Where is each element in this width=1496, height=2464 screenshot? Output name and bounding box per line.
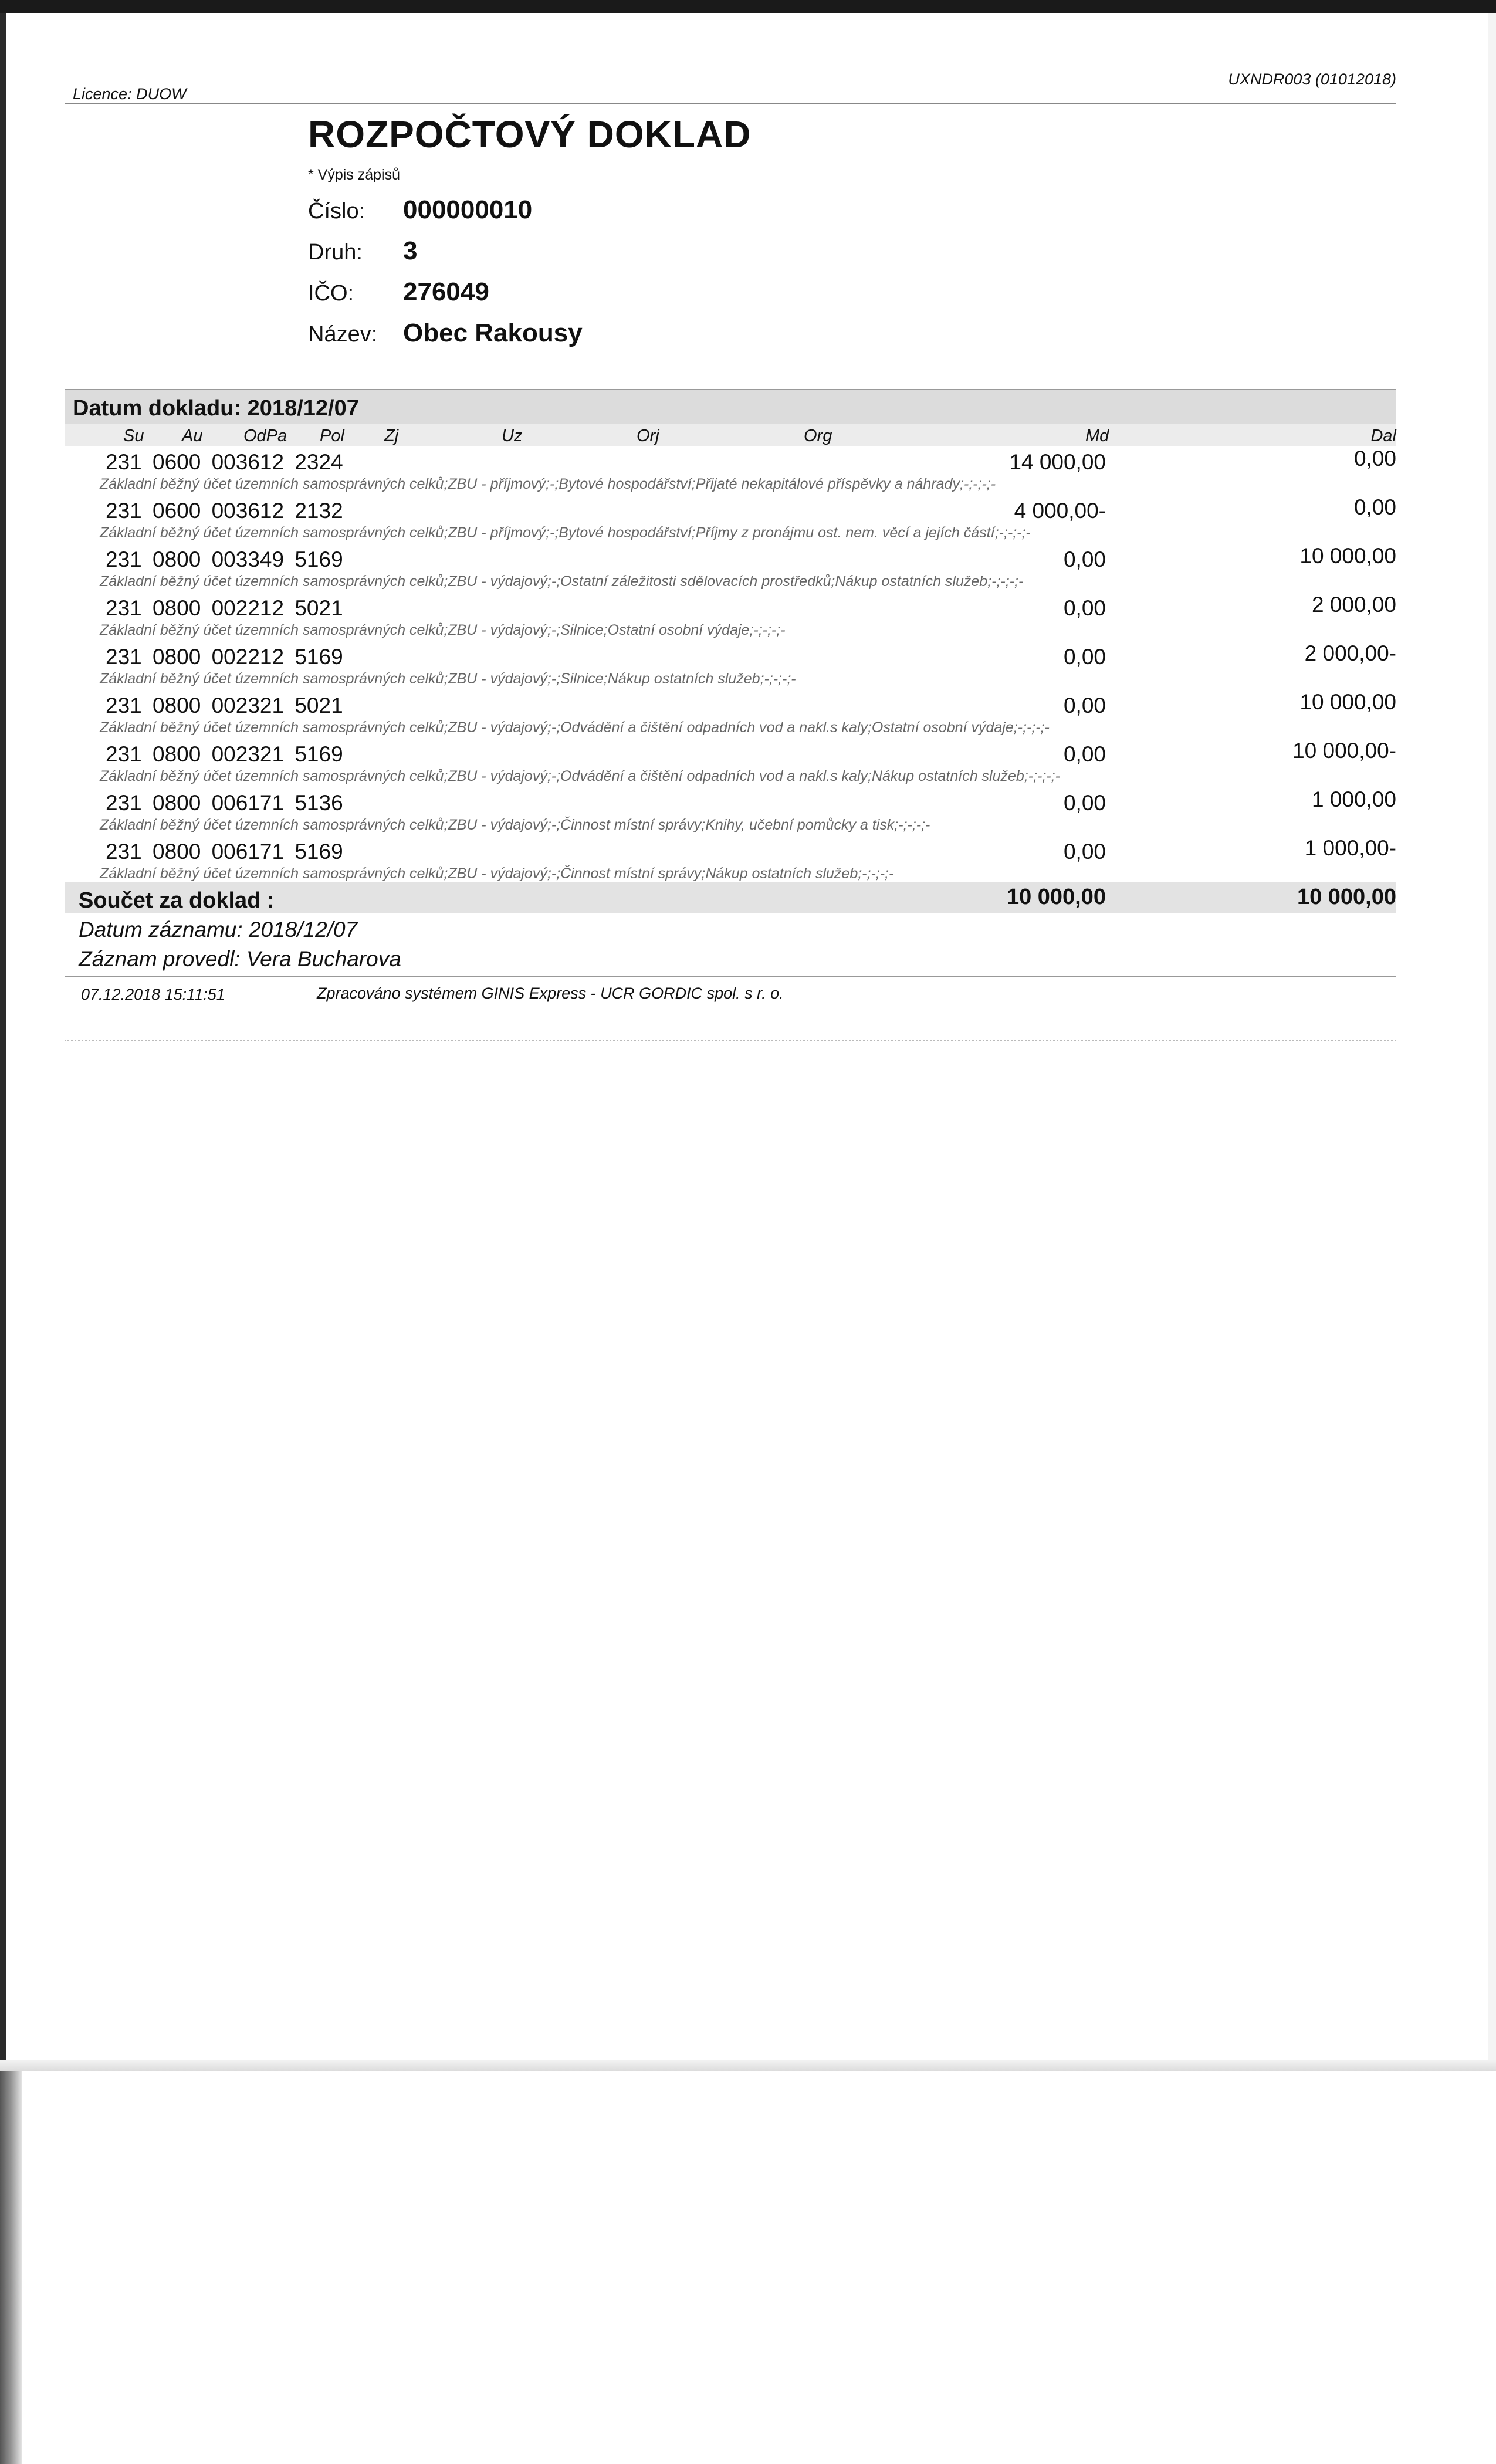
- md-amount: 0,00: [1063, 742, 1106, 766]
- field-cislo: [308, 195, 1396, 225]
- field-value: 3: [403, 236, 418, 265]
- dal-amount: 2 000,00-: [1304, 641, 1396, 665]
- field-nazev: [308, 319, 1396, 348]
- footer-timestamp: 07.12.2018 15:11:51: [81, 986, 225, 1003]
- account-code: 231 0800 002212 5169: [106, 645, 343, 669]
- table-row: [65, 739, 1396, 787]
- record-author: Záznam provedl: Vera Bucharova: [79, 947, 401, 971]
- md-amount: 0,00: [1063, 693, 1106, 717]
- field-value: Obec Rakousy: [403, 319, 583, 347]
- table-row: [65, 641, 1396, 690]
- row-description: Základní běžný účet územních samosprávných celků;ZBU - výdajový;-;Činnost místní správy;Knihy, učební pomůcky a tisk;-;-;-;-: [100, 817, 930, 833]
- column-header: Md: [1085, 427, 1109, 445]
- scan-border-left: [0, 13, 6, 2066]
- dal-amount: 1 000,00: [1311, 787, 1396, 811]
- page-header: [65, 67, 1396, 103]
- md-amount: 4 000,00-: [1014, 499, 1106, 523]
- dal-amount: 0,00: [1353, 446, 1396, 471]
- table-row: [65, 593, 1396, 641]
- field-value: 276049: [403, 277, 489, 306]
- field-druh: [308, 236, 1396, 266]
- total-label: Součet za doklad :: [79, 888, 275, 913]
- account-code: 231 0800 006171 5169: [106, 840, 343, 864]
- dal-amount: 1 000,00-: [1304, 836, 1396, 860]
- dal-amount: 2 000,00: [1311, 593, 1396, 617]
- md-amount: 0,00: [1063, 840, 1106, 864]
- table-row: [65, 495, 1396, 544]
- licence-text: Licence: DUOW: [73, 85, 187, 103]
- field-label: Název:: [308, 322, 378, 347]
- scan-border-lower-left: [0, 2071, 22, 2464]
- column-header: Orj: [637, 427, 659, 445]
- document-date-bar: [65, 389, 1396, 424]
- md-amount: 0,00: [1063, 547, 1106, 571]
- row-description: Základní běžný účet územních samosprávných celků;ZBU - výdajový;-;Ostatní záležitosti sdělovacích prostředků;Nákup ostatních služeb;-;-;-;-: [100, 573, 1024, 590]
- md-amount: 0,00: [1063, 791, 1106, 815]
- page-footer: [65, 976, 1396, 1004]
- scan-border-top: [0, 0, 1496, 13]
- account-code: 231 0800 003349 5169: [106, 547, 343, 571]
- record-date: Datum záznamu: 2018/12/07: [79, 918, 358, 942]
- dal-amount: 10 000,00: [1299, 544, 1396, 568]
- field-label: Druh:: [308, 240, 363, 265]
- md-amount: 0,00: [1063, 596, 1106, 620]
- column-header: Su: [123, 427, 144, 445]
- md-amount: 14 000,00: [1009, 450, 1106, 474]
- column-header: Au: [182, 427, 203, 445]
- document-title: ROZPOČTOVÝ DOKLAD: [308, 113, 752, 155]
- page-bottom-edge: [0, 2060, 1496, 2071]
- total-dal-amount: 10 000,00: [1297, 885, 1396, 909]
- account-code: 231 0800 002321 5169: [106, 742, 343, 766]
- account-code: 231 0600 003612 2132: [106, 499, 343, 523]
- table-row: [65, 836, 1396, 885]
- account-code: 231 0800 002212 5021: [106, 596, 343, 620]
- table-row: [65, 446, 1396, 495]
- field-label: Číslo:: [308, 199, 365, 224]
- row-description: Základní běžný účet územních samosprávných celků;ZBU - příjmový;-;Bytové hospodářství;Přijaté nekapitálové příspěvky a náhrady;-;-;-;-: [100, 476, 996, 492]
- column-header: Pol: [320, 427, 344, 445]
- column-header: OdPa: [243, 427, 287, 445]
- total-md-amount: 10 000,00: [1006, 885, 1106, 909]
- budget-document: [65, 67, 1396, 1041]
- column-header: Dal: [1370, 427, 1396, 445]
- row-description: Základní běžný účet územních samosprávných celků;ZBU - výdajový;-;Odvádění a čištění odpadních vod a nakl.s kaly;Nákup ostatních služeb;-;-;-;-: [100, 768, 1060, 784]
- report-code: UXNDR003 (01012018): [1228, 70, 1396, 88]
- table-row: [65, 690, 1396, 739]
- row-description: Základní běžný účet územních samosprávných celků;ZBU - výdajový;-;Činnost místní správy;Nákup ostatních služeb;-;-;-;-: [100, 865, 894, 882]
- column-header: Zj: [384, 427, 399, 445]
- column-header: Uz: [502, 427, 523, 445]
- row-description: Základní běžný účet územních samosprávných celků;ZBU - výdajový;-;Odvádění a čištění odpadních vod a nakl.s kaly;Ostatní osobní výdaje;-;-;-;-: [100, 719, 1050, 736]
- row-description: Základní běžný účet územních samosprávných celků;ZBU - příjmový;-;Bytové hospodářství;Příjmy z pronájmu ost. nem. věcí a jejích částí;-;-;-;-: [100, 524, 1031, 541]
- column-header: Org: [804, 427, 832, 445]
- dal-amount: 10 000,00-: [1292, 739, 1396, 763]
- account-code: 231 0800 006171 5136: [106, 791, 343, 815]
- account-code: 231 0600 003612 2324: [106, 450, 343, 474]
- dal-amount: 10 000,00: [1299, 690, 1396, 714]
- row-description: Základní běžný účet územních samosprávných celků;ZBU - výdajový;-;Silnice;Ostatní osobní výdaje;-;-;-;-: [100, 622, 786, 638]
- title-block: [308, 104, 1396, 348]
- table-row: [65, 544, 1396, 593]
- field-label: IČO:: [308, 281, 354, 306]
- total-row: [65, 882, 1396, 913]
- document-subtitle: * Výpis zápisů: [308, 167, 401, 183]
- account-code: 231 0800 002321 5021: [106, 693, 343, 717]
- dal-amount: 0,00: [1353, 495, 1396, 519]
- md-amount: 0,00: [1063, 645, 1106, 669]
- field-value: 000000010: [403, 195, 533, 224]
- row-description: Základní běžný účet územních samosprávných celků;ZBU - výdajový;-;Silnice;Nákup ostatních služeb;-;-;-;-: [100, 671, 796, 687]
- scan-border-right: [1488, 13, 1496, 2060]
- field-ico: [308, 277, 1396, 307]
- table-row: [65, 787, 1396, 836]
- footer-system: Zpracováno systémem GINIS Express - UCR GORDIC spol. s r. o.: [317, 984, 784, 1002]
- column-header-row: [65, 424, 1396, 446]
- document-date: Datum dokladu: 2018/12/07: [73, 396, 359, 421]
- dotted-separator: [65, 1040, 1396, 1041]
